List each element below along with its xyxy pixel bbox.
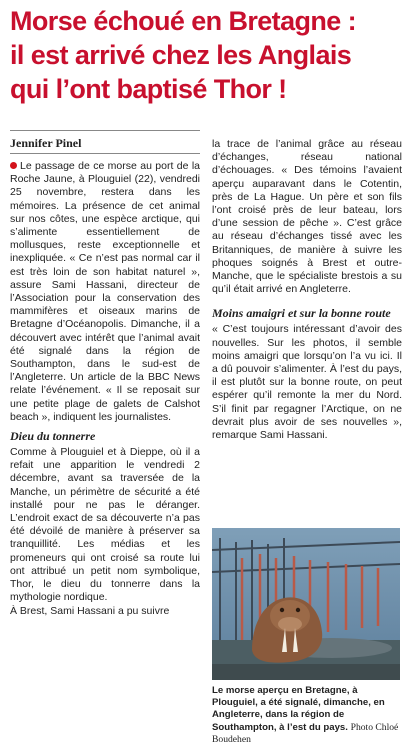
intro-text: Le passage de ce morse au port de la Roche Jaune, à Plouguiel (22), vendredi 25 novembre, restera dans les mémoires. La présence de cet animal sur nos côtes, une espèce arctique, qui s’alimente essentiellement de mollusques, reste exceptionnelle et inexpliquée. « Ce n’est pas normal car il est très loin de son habitat naturel », assure Sami Hassani, directeur de l’Association pour la conservation des mammifères et oiseaux marins de Bretagne d’Océanopolis. Dimanche, il a découvert avec intérêt que l’animal avait été signalé dans la région de Southampton, dans le sud-est de l’Angleterre. Un article de la BBC News relate l’événement. « Il se reposait sur une petite plage de galets de Calshot beach », indiquent les journalistes. [10, 160, 200, 423]
subhead-dieu-du-tonnerre: Dieu du tonnerre [10, 429, 96, 444]
article-column-2 [212, 138, 402, 442]
subhead-moins-amaigri: Moins amaigri et sur la bonne route [212, 306, 391, 321]
headline [10, 4, 405, 106]
byline: Jennifer Pinel [10, 136, 82, 150]
continuation-paragraph: la trace de l’animal grâce au réseau d’échanges, réseau national d’échouages. « Des témoins l’avaient aperçu auparavant dans le Cotentin, près de La Hague. Un père et son fils l’ont croisé près de leur bateau, lors d’une session de pêche ». C’est grâce au réseau d’échanges tissé avec les Britanniques, de manière à suivre les phoques soignés à Brest et outre-Manche, que le spécialiste brestois a su qu’il était arrivé en Angleterre. [212, 138, 402, 296]
photo-caption [212, 685, 402, 746]
byline-divider-bottom [10, 153, 200, 154]
headline-line: qui l’ont baptisé Thor ! [10, 74, 287, 104]
article-column-1 [10, 160, 200, 618]
walrus-photo [212, 528, 400, 680]
thor-paragraph: Comme à Plouguiel et à Dieppe, où il a refait une apparition le vendredi 2 décembre, avant sa traversée de la Manche, un périmètre de sécurité a été installé pour ne pas le déranger. L’endroit exact de sa découverte n’a pas été dévoilé de manière à préserver sa tranquillité. Les médias et les promeneurs qui ont croisé sa route lui ont attribué un petit nom symbolique, Thor, le dieu du tonnerre dans la mythologie nordique. [10, 446, 200, 604]
walrus-photo-illustration [212, 528, 400, 680]
headline-line: il est arrivé chez les Anglais [10, 40, 352, 70]
headline-line: Morse échoué en Bretagne : [10, 6, 356, 36]
byline-divider-top [10, 130, 200, 131]
caption-text: Le morse aperçu en Bretagne, à Plouguiel, a été signalé, dimanche, en Angleterre, dans la région de Southampton, à l’est du pays. [212, 685, 385, 733]
route-paragraph: « C’est toujours intéressant d’avoir des nouvelles. Sur les photos, il semble moins amaigri que lorsqu’on l’a vu ici. Il a dû pouvoir s’alimenter. À l’est du pays, il est plutôt sur la bonne route, on peut espérer qu’il remonte la mer du Nord. S’il finit par regagner l’Arctique, on ne devrait plus avoir de ses nouvelles », remarque Sami Hassani. [212, 323, 402, 442]
brest-paragraph-start: À Brest, Sami Hassani a pu suivre [10, 604, 170, 617]
photo-credit: Photo Chloé Boudehen [212, 721, 399, 745]
intro-paragraph [10, 160, 200, 424]
bullet-dot-icon [10, 162, 17, 169]
